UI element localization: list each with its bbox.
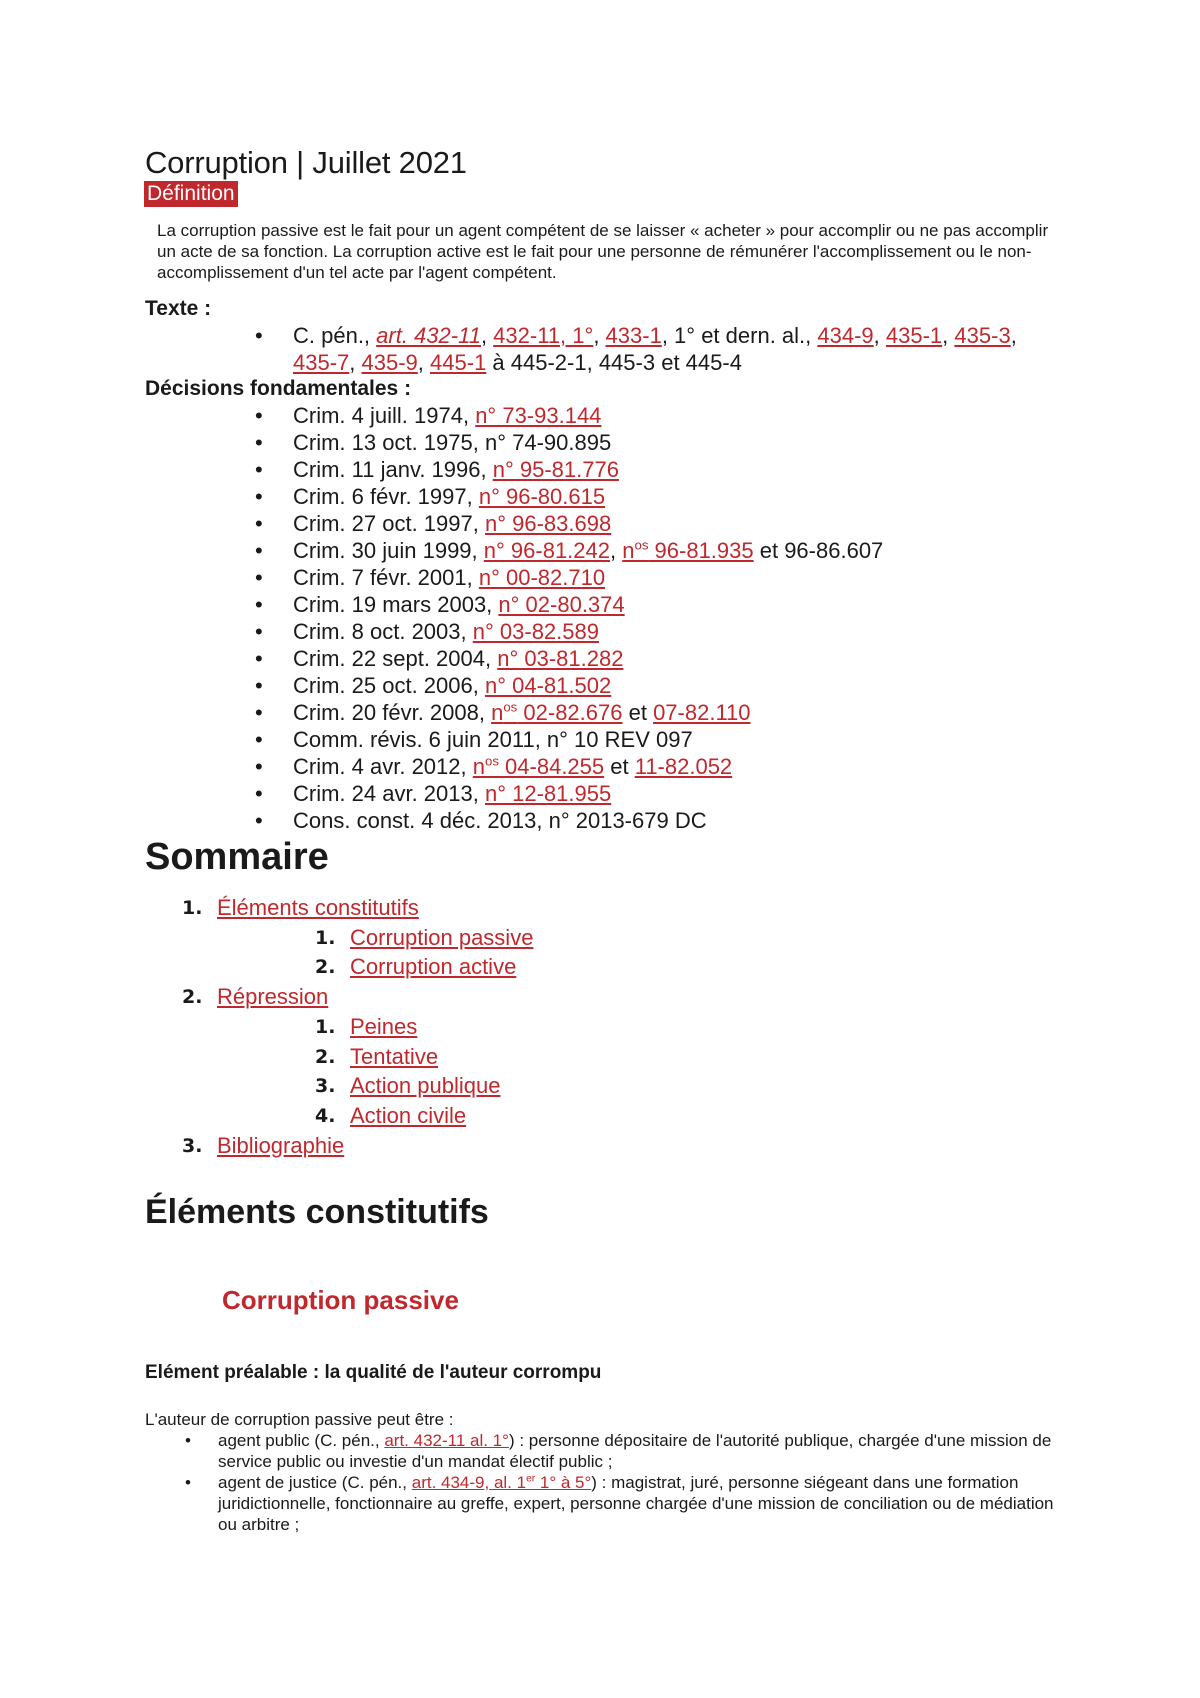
decision-item: • Crim. 22 sept. 2004, n° 03-81.282 (255, 645, 883, 672)
list-item-agent-public: • agent public (C. pén., art. 432-11 al. 1°) : personne dépositaire de l'autorité publique, chargée d'une mission de service public ou investie d'un mandat électif public ; (185, 1430, 1065, 1472)
decision-item: • Crim. 13 oct. 1975, n° 74-90.895 (255, 429, 883, 456)
toc-link[interactable]: Peines (350, 1013, 418, 1039)
toc-link[interactable]: Répression (217, 984, 329, 1010)
link-art-432-11-al-1[interactable]: art. 432-11 al. 1° (384, 1431, 509, 1450)
texte-item: • C. pén., art. 432-11, 432-11, 1°, 433-1, 1° et dern. al., 434-9, 435-1, 435-3, 435-7, 435-9, 445-1 à 445-2-1, 445-3 et 445-4 (255, 322, 1053, 376)
decisions-list (255, 402, 883, 834)
decision-item: • Crim. 25 oct. 2006, n° 04-81.502 (255, 672, 883, 699)
decision-item: • Crim. 6 févr. 1997, n° 96-80.615 (255, 483, 883, 510)
subsection-heading-passive: Corruption passive (222, 1285, 459, 1315)
link-434-9[interactable]: 434-9 (817, 323, 874, 348)
decisions-heading: Décisions fondamentales : (145, 377, 412, 400)
decision-link[interactable]: n° 73-93.144 (475, 403, 602, 428)
toc-number: 3. (315, 1075, 336, 1098)
auteur-list (185, 1430, 1065, 1535)
toc-number: 2. (315, 1045, 336, 1068)
decision-link[interactable]: $n^{os}$ 02-82.676 (491, 699, 623, 725)
decision-item: • Crim. 7 févr. 2001, n° 00-82.710 (255, 564, 883, 591)
decision-item: • Crim. 11 janv. 1996, n° 95-81.776 (255, 456, 883, 483)
link-433-1[interactable]: 433-1 (605, 323, 662, 348)
section-heading-elements: Éléments constitutifs (145, 1193, 489, 1231)
toc-link[interactable]: Tentative (350, 1043, 439, 1069)
definition-badge: Définition (144, 181, 238, 207)
intro-text: L'auteur de corruption passive peut être : (145, 1410, 454, 1429)
decision-item: • Comm. révis. 6 juin 2011, n° 10 REV 097 (255, 726, 883, 753)
toc-number: 1. (315, 926, 336, 949)
link-art-432-11[interactable]: art. 432-11 (376, 323, 481, 348)
toc-number: 1. (315, 1015, 336, 1038)
decision-item: • Crim. 20 févr. 2008, $n^{os}$ 02-82.676 et 07-82.110 (255, 699, 883, 726)
decision-item: • Crim. 30 juin 1999, n° 96-81.242, $n^{os}$ 96-81.935 et 96-86.607 (255, 537, 883, 564)
texte-list (255, 322, 1053, 376)
decision-link[interactable]: n° 96-81.242 (483, 538, 610, 563)
toc-link[interactable]: Corruption passive (350, 924, 534, 950)
decision-item: • Crim. 4 juill. 1974, n° 73-93.144 (255, 402, 883, 429)
list-item-agent-justice: • agent de justice (C. pén., art. 434-9, al. 1er 1° à 5°) : magistrat, juré, personne siégeant dans une formation juridictionnelle, fonctionnaire au greffe, expert, personne chargée d'une mission de conciliation ou de médiation ou arbitre ; (185, 1472, 1065, 1535)
decision-item: • Crim. 27 oct. 1997, n° 96-83.698 (255, 510, 883, 537)
decision-link[interactable]: n° 02-80.374 (498, 592, 625, 617)
paragraph-heading-prealable: Elément préalable : la qualité de l'auteur corrompu (145, 1362, 602, 1383)
link-435-7[interactable]: 435-7 (293, 350, 350, 375)
decision-link-secondary[interactable]: $n^{os}$ 96-81.935 (622, 537, 754, 563)
decision-link[interactable]: $n^{os}$ 04-84.255 (472, 753, 605, 779)
decision-link[interactable]: n° 04-81.502 (484, 673, 612, 698)
decision-item: • Crim. 8 oct. 2003, n° 03-82.589 (255, 618, 883, 645)
toc-number: 2. (315, 956, 336, 979)
document-title: Corruption | Juillet 2021 (145, 145, 467, 180)
toc-number: 2. (182, 986, 203, 1009)
link-435-1[interactable]: 435-1 (885, 323, 943, 348)
decision-link[interactable]: n° 03-82.589 (472, 619, 599, 644)
decision-item: • Crim. 4 avr. 2012, $n^{os}$ 04-84.255 et 11-82.052 (255, 753, 883, 780)
link-435-9[interactable]: 435-9 (361, 350, 418, 375)
toc-number: 3. (182, 1134, 203, 1157)
toc-link[interactable]: Corruption active (350, 954, 517, 980)
link-445-1[interactable]: 445-1 (430, 350, 487, 375)
toc-number: 1. (182, 897, 203, 919)
link-435-3[interactable]: 435-3 (954, 323, 1011, 348)
decision-link[interactable]: n° 95-81.776 (492, 457, 619, 482)
decision-item: • Cons. const. 4 déc. 2013, n° 2013-679 DC (255, 807, 883, 834)
decision-link[interactable]: n° 12-81.955 (484, 781, 612, 806)
link-art-434-9[interactable]: art. 434-9, al. 1er 1° à 5° (411, 1473, 592, 1492)
toc-link[interactable]: Action publique (350, 1073, 501, 1099)
toc-link[interactable]: Action civile (350, 1102, 467, 1128)
decision-link[interactable]: n° 00-82.710 (478, 565, 606, 590)
toc-number: 4. (315, 1104, 336, 1127)
decision-link-secondary[interactable]: 11-82.052 (634, 754, 733, 779)
link-432-11-1[interactable]: 432-11, 1° (493, 323, 594, 348)
texte-heading: Texte : (145, 297, 212, 320)
toc-link[interactable]: Éléments constitutifs (217, 895, 419, 920)
decision-link[interactable]: n° 03-81.282 (497, 646, 624, 671)
definition-text: La corruption passive est le fait pour un agent compétent de se laisser « acheter » pour accomplir ou ne pas accomplir un acte de sa fonction. La corruption active est le fait pour une personne de rémunérer l'accomplissement ou le non-accomplissement d'un tel acte par l'agent compétent. (157, 221, 1049, 282)
sommaire-heading: Sommaire (145, 836, 329, 878)
decision-item: • Crim. 24 avr. 2013, n° 12-81.955 (255, 780, 883, 807)
decision-item: • Crim. 19 mars 2003, n° 02-80.374 (255, 591, 883, 618)
decision-link[interactable]: n° 96-80.615 (478, 484, 606, 509)
toc-link[interactable]: Bibliographie (217, 1132, 345, 1158)
decision-link[interactable]: n° 96-83.698 (484, 511, 612, 536)
decision-link-secondary[interactable]: 07-82.110 (653, 700, 751, 725)
